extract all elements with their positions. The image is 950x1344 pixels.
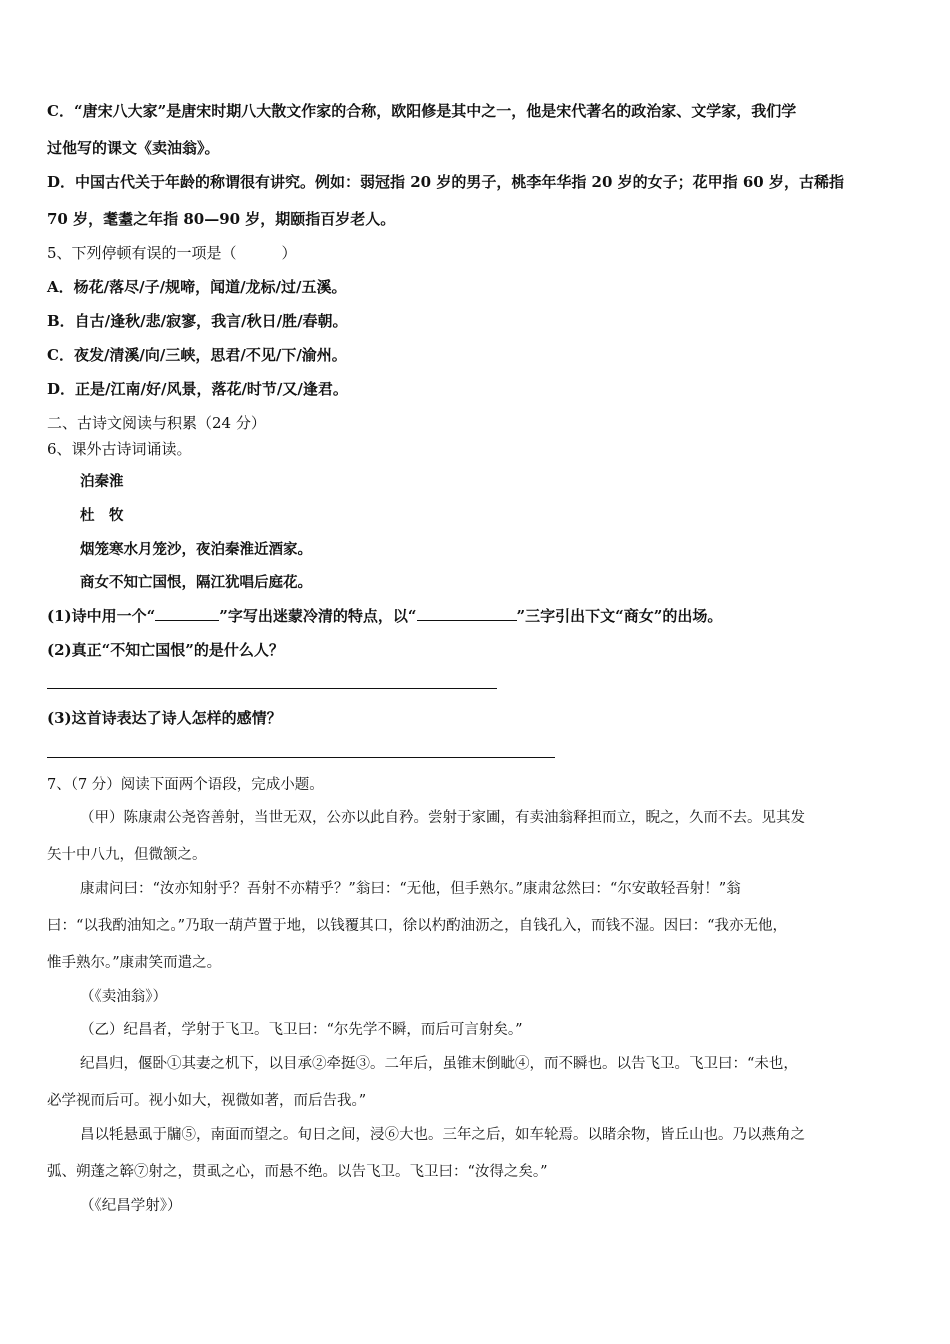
option-d-line2: 70 岁，耄耋之年指 80—90 岁，期颐指百岁老人。 bbox=[47, 210, 396, 228]
yi-p3-line1: 昌以牦悬虱于牖⑤，南面而望之。旬日之间，浸⑥大也。三年之后，如车轮焉。以睹余物，皆丘山也。乃以燕角之 bbox=[80, 1127, 805, 1143]
jia-p2-line3: 惟手熟尔。”康肃笑而遣之。 bbox=[47, 955, 222, 971]
q6-sub1-part3: ”三字引出下文“商女”的出场。 bbox=[516, 607, 723, 625]
jia-p1-line1: （甲）陈康肃公尧咨善射，当世无双，公亦以此自矜。尝射于家圃，有卖油翁释担而立，睨之，久而不去。见其发 bbox=[80, 810, 805, 826]
q7-stem: 7、（7 分）阅读下面两个语段，完成小题。 bbox=[47, 777, 324, 793]
q5-option-a: A．杨花/落尽/子/规啼，闻道/龙标/过/五溪。 bbox=[47, 278, 347, 296]
q6-sub1-part1: (1)诗中用一个“ bbox=[47, 607, 156, 625]
section-2-title: 二、古诗文阅读与积累（24 分） bbox=[47, 414, 266, 432]
yi-p3-line2: 弧、朔蓬之簳⑦射之，贯虱之心，而悬不绝。以告飞卫。飞卫曰：“汝得之矣。” bbox=[47, 1164, 548, 1180]
q6-sub1-part2: ”字写出迷蒙冷清的特点，以“ bbox=[219, 607, 417, 625]
yi-p1: （乙）纪昌者，学射于飞卫。飞卫曰：“尔先学不瞬，而后可言射矣。” bbox=[80, 1022, 523, 1038]
yi-p2-line1: 纪昌归，偃卧①其妻之机下，以目承②牵挺③。二年后，虽锥末倒眦④，而不瞬也。以告飞卫。飞卫曰：“未也， bbox=[80, 1056, 798, 1072]
q6-sub1 bbox=[47, 606, 722, 626]
jia-p2-line2: 曰：“以我酌油知之。”乃取一葫芦置于地，以钱覆其口，徐以杓酌油沥之，自钱孔入，而钱不湿。因曰：“我亦无他， bbox=[47, 918, 787, 934]
q6-stem: 6、课外古诗词诵读。 bbox=[47, 440, 192, 458]
q5-option-c: C．夜发/清溪/向/三峡，思君/不见/下/渝州。 bbox=[47, 346, 347, 364]
poem-line-1: 烟笼寒水月笼沙，夜泊秦淮近酒家。 bbox=[80, 541, 312, 558]
poem-line-2: 商女不知亡国恨，隔江犹唱后庭花。 bbox=[80, 574, 312, 591]
poem-title: 泊秦淮 bbox=[80, 473, 124, 490]
poem-author: 杜 牧 bbox=[80, 507, 124, 524]
option-c-line1: C．“唐宋八大家”是唐宋时期八大散文作家的合称，欧阳修是其中之一，他是宋代著名的政治家、文学家，我们学 bbox=[47, 102, 797, 120]
answer-blank-1[interactable] bbox=[155, 606, 219, 621]
q6-sub2: (2)真正“不知亡国恨”的是什么人？ bbox=[47, 641, 284, 659]
answer-blank-2[interactable] bbox=[417, 606, 517, 621]
answer-line-3[interactable] bbox=[47, 757, 555, 758]
option-d-line1: D．中国古代关于年龄的称谓很有讲究。例如：弱冠指 20 岁的男子，桃李年华指 20 岁的女子；花甲指 60 岁，古稀指 bbox=[47, 173, 844, 191]
q5-option-b: B．自古/逢秋/悲/寂寥，我言/秋日/胜/春朝。 bbox=[47, 312, 348, 330]
q5-option-d: D．正是/江南/好/风景，落花/时节/又/逢君。 bbox=[47, 380, 348, 398]
jia-p1-line2: 矢十中八九，但微颔之。 bbox=[47, 847, 207, 863]
yi-source: （《纪昌学射》） bbox=[80, 1198, 182, 1214]
q6-sub3: (3)这首诗表达了诗人怎样的感情？ bbox=[47, 709, 282, 727]
answer-line-2[interactable] bbox=[47, 688, 497, 689]
jia-source: （《卖油翁》） bbox=[80, 989, 167, 1005]
yi-p2-line2: 必学视而后可。视小如大，视微如著，而后告我。” bbox=[47, 1093, 367, 1109]
q5-stem: 5、下列停顿有误的一项是（ ） bbox=[47, 244, 297, 262]
option-c-line2: 过他写的课文《卖油翁》。 bbox=[47, 139, 220, 157]
jia-p2-line1: 康肃问曰：“汝亦知射乎？吾射不亦精乎？”翁曰：“无他，但手熟尔。”康肃忿然曰：“尔安敢轻吾射！”翁 bbox=[80, 881, 741, 897]
